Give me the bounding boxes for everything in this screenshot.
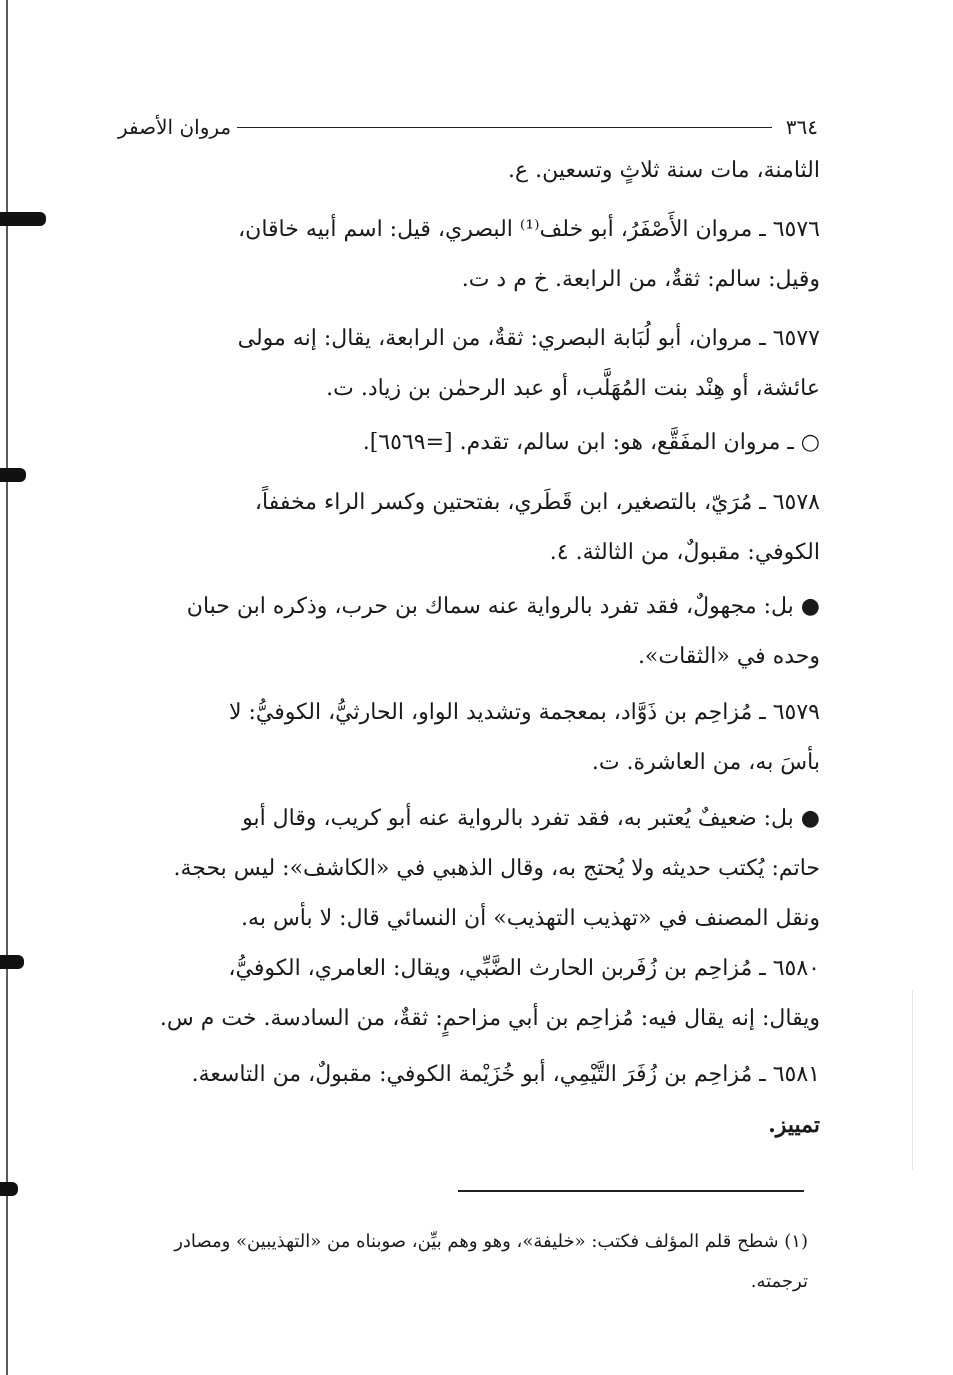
text-line: ٦٥٨٠ ـ مُزاحِم بن زُفَربن الحارث الضَّبِّي، ويقال: العامري، الكوفيُّ، <box>228 956 820 981</box>
entry-6577 <box>112 314 820 414</box>
text-line: بأسَ به، من العاشرة. ت. <box>591 750 820 775</box>
footnote-line: ترجمته. <box>750 1271 808 1292</box>
text-line: ● بل: ضعيفٌ يُعتبر به، فقد تفرد بالرواية عنه أبو كريب، وقال أبو <box>242 806 820 831</box>
text-line: ○ ـ مروان المفَقَّع، هو: ابن سالم، تقدم. [=٦٥٦٩]. <box>362 430 820 455</box>
footnote <box>108 1222 808 1302</box>
entry-6580 <box>112 944 820 1044</box>
scan-artifact <box>912 990 913 1170</box>
text-line: ويقال: إنه يقال فيه: مُزاحِم بن أبي مزاحمٍ: ثقةٌ، من السادسة. خت م س. <box>159 1006 820 1031</box>
page-number: ٣٦٤ <box>785 115 818 139</box>
text-line: حاتم: يُكتب حديثه ولا يُحتج به، وقال الذهبي في «الكاشف»: ليس بحجة. <box>173 856 820 881</box>
text-line: ونقل المصنف في «تهذيب التهذيب» أن النسائي قال: لا بأس به. <box>241 906 820 931</box>
text-line: وقيل: سالم: ثقةٌ، من الرابعة. خ م د ت. <box>461 267 820 292</box>
text-line: ٦٥٧٧ ـ مروان، أبو لُبَابة البصري: ثقةٌ، من الرابعة، يقال: إنه مولى <box>237 326 820 351</box>
footnote-rule <box>458 1190 804 1192</box>
text-line: تمييز. <box>768 1112 820 1138</box>
text-line: الكوفي: مقبولٌ، من الثالثة. ٤. <box>549 540 820 565</box>
page-header <box>118 112 818 142</box>
text-line: عائشة، أو هِنْد بنت المُهَلَّب، أو عبد الرحمٰن بن زياد. ت. <box>326 376 820 401</box>
comment-6578 <box>112 582 820 682</box>
body-text <box>112 146 820 196</box>
running-title: مروان الأصفر <box>118 115 232 139</box>
entry-6578 <box>112 478 820 578</box>
cross-reference <box>112 418 820 468</box>
text-line: الثامنة، مات سنة ثلاثٍ وتسعين. ع. <box>508 158 820 183</box>
text-line: ٦٥٧٦ ـ مروان الأَصْفَرُ، أبو خلف⁽¹⁾ البصري، قيل: اسم أبيه خاقان، <box>238 217 820 242</box>
header-rule <box>237 127 772 128</box>
scan-mark <box>0 468 26 482</box>
footnote-line: (١) شطح قلم المؤلف فكتب: «خليفة»، وهو وهم بيِّن، صوبناه من «التهذيبين» ومصادر <box>174 1231 808 1252</box>
text-line: وحده في «الثقات». <box>637 644 820 669</box>
text-line: ● بل: مجهولٌ، فقد تفرد بالرواية عنه سماك بن حرب، وذكره ابن حبان <box>186 594 820 619</box>
scan-mark <box>0 955 24 969</box>
scan-mark <box>0 1182 18 1196</box>
entry-6576 <box>112 205 820 305</box>
entry-6579 <box>112 688 820 788</box>
text-line: ٦٥٧٨ ـ مُرَيّ، بالتصغير، ابن قَطَري، بفتحتين وكسر الراء مخففاً، <box>254 490 820 515</box>
scan-mark <box>0 212 46 226</box>
page-edge <box>6 0 8 1375</box>
comment-6579 <box>112 794 820 944</box>
entry-6581 <box>112 1050 820 1150</box>
text-line: ٦٥٧٩ ـ مُزاحِم بن ذَوَّاد، بمعجمة وتشديد الواو، الحارثيُّ، الكوفيُّ: لا <box>228 700 820 725</box>
text-line: ٦٥٨١ ـ مُزاحِم بن زُفَرَ التَّيْمِي، أبو خُزَيْمة الكوفي: مقبولٌ، من التاسعة. <box>191 1062 820 1087</box>
